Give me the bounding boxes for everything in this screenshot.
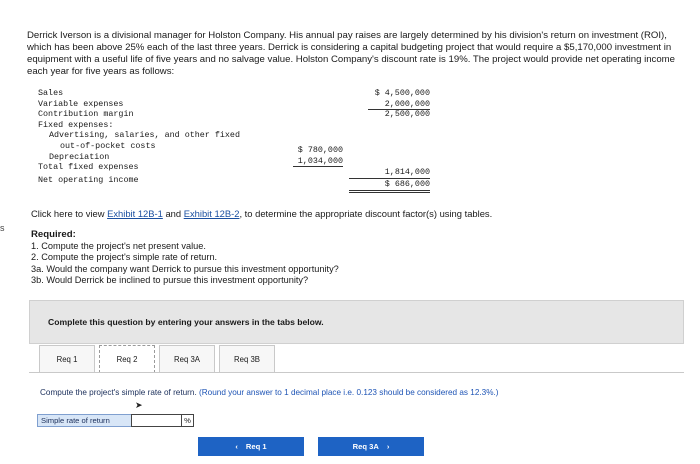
- variable-expenses-value: 2,000,000: [368, 99, 430, 111]
- question-text: [40, 388, 600, 398]
- depreciation-label: Depreciation: [49, 151, 110, 162]
- net-operating-income-value: $ 686,000: [349, 179, 430, 193]
- question-hint: (Round your answer to 1 decimal place i.e. 0.123 should be considered as 12.3%.): [196, 388, 499, 397]
- panel-text: Complete this question by entering your answers in the tabs below.: [48, 317, 324, 327]
- required-heading: Required:: [31, 229, 76, 240]
- tab-req-1[interactable]: Req 1: [39, 345, 95, 373]
- instruction-panel: [29, 300, 684, 344]
- intro-paragraph: Derrick Iverson is a divisional manager for Holston Company. His annual pay raises are largely determined by his division's return on investment (ROI), which has been above 25% each of the last three years. Derrick is considering a capital budgeting project that would require a $5,170,000 investment in equipment with a useful life of five years and no salvage value. Holston Company's discount rate is 19%. The project would provide net operating income each year for five years as follows:: [27, 30, 675, 77]
- chevron-right-icon: ›: [386, 442, 390, 451]
- link-and: and: [162, 208, 184, 219]
- required-item-1: 1. Compute the project's net present value.: [31, 241, 206, 252]
- contribution-margin-label: Contribution margin: [38, 109, 134, 120]
- simple-rate-input[interactable]: [131, 414, 182, 427]
- required-item-2: 2. Compute the project's simple rate of return.: [31, 252, 218, 263]
- advertising-label-2: out-of-pocket costs: [60, 141, 156, 151]
- variable-expenses-label: Variable expenses: [38, 98, 124, 109]
- exhibit-link-line: [31, 208, 492, 219]
- fixed-expenses-label: Fixed expenses:: [38, 119, 114, 130]
- tab-req-2[interactable]: Req 2: [99, 345, 155, 373]
- tab-req-3b[interactable]: Req 3B: [219, 345, 275, 373]
- chevron-left-icon: ‹: [235, 442, 238, 451]
- link-prefix: Click here to view: [31, 208, 108, 219]
- question-main: Compute the project's simple rate of return.: [40, 388, 197, 397]
- net-operating-income-label: Net operating income: [38, 175, 139, 185]
- mouse-cursor-icon: ➤: [135, 400, 143, 410]
- percent-unit: %: [181, 414, 194, 427]
- next-req-button[interactable]: [318, 437, 424, 456]
- prev-req-button[interactable]: [198, 437, 304, 456]
- link-suffix: , to determine the appropriate discount factor(s) using tables.: [239, 208, 493, 219]
- req-tabs: [39, 345, 279, 373]
- advertising-label-1: Advertising, salaries, and other fixed: [49, 130, 240, 141]
- required-section: [31, 229, 339, 286]
- exhibit-12b-2-link[interactable]: Exhibit 12B-2: [183, 208, 240, 219]
- contribution-margin-value: 2,500,000: [384, 109, 430, 120]
- simple-rate-label: Simple rate of return: [37, 414, 132, 427]
- total-fixed-label: Total fixed expenses: [38, 162, 139, 173]
- required-item-3b: 3b. Would Derrick be inclined to pursue this investment opportunity?: [31, 274, 309, 285]
- sales-label: Sales: [38, 88, 64, 98]
- depreciation-value: 1,034,000: [293, 156, 343, 168]
- income-statement: [38, 88, 438, 194]
- prev-req-label: Req 1: [245, 442, 267, 451]
- total-fixed-value: 1,814,000: [349, 167, 430, 179]
- advertising-value: $ 780,000: [297, 145, 343, 155]
- next-req-label: Req 3A: [352, 442, 379, 451]
- exhibit-12b-1-link[interactable]: Exhibit 12B-1: [107, 208, 163, 219]
- sales-value: $ 4,500,000: [374, 88, 430, 98]
- edge-mark: s: [0, 223, 5, 233]
- required-item-3a: 3a. Would the company want Derrick to pursue this investment opportunity?: [31, 263, 339, 274]
- tab-req-3a[interactable]: Req 3A: [159, 345, 215, 373]
